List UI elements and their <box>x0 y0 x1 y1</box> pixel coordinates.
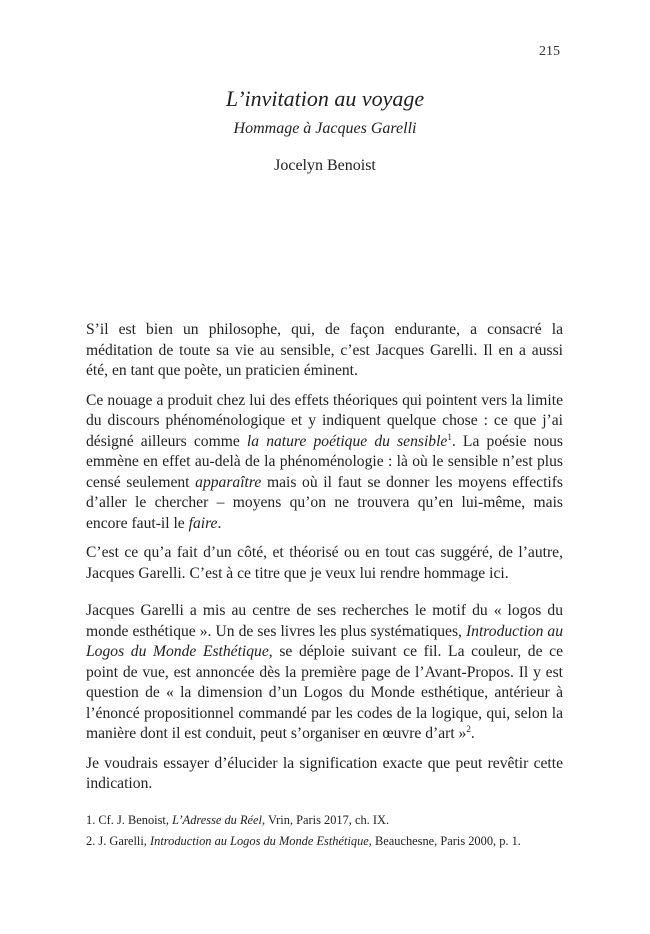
page-number: 215 <box>539 44 560 59</box>
paragraph-3: C’est ce qu’a fait d’un côté, et théorisé ou en tout cas suggéré, de l’autre, Jacques Garelli. C’est à ce titre que je veux lui rendre hommage ici. <box>86 544 563 582</box>
paragraph-4: Jacques Garelli a mis au centre de ses recherches le motif du « logos du monde esthétique ». Un de ses livres les plus systématiques, Introduction au Logos du Monde Esthétique, se déploie suivant ce fil. La couleur, de ce point de vue, est annoncée dès la première page de l’Avant-Propos. Il y est question de « la dimension d’un Logos du Monde esthétique, antérieur à l’énoncé propositionnel commandé par les codes de la logique, qui, selon la manière dont il est conduit, peut s’organiser en œuvre d’art »$^2$. <box>86 602 564 742</box>
paragraph-5: Je voudrais essayer d’élucider la signification exacte que peut revêtir cette indication. <box>86 754 563 792</box>
paragraph-1: S’il est bien un philosophe, qui, de façon endurante, a consacré la méditation de toute sa vie au sensible, c’est Jacques Garelli. Il en a aussi été, en tant que poète, un praticien éminent. <box>86 321 563 379</box>
article-subtitle: Hommage à Jacques Garelli <box>233 120 417 137</box>
paragraph-2: Ce nouage a produit chez lui des effets théoriques qui pointent vers la limite du discours phénoménologique et y indiquent quelque chose : ce que j’ai désigné ailleurs comme la nature poétique du sensible$^1$. La poésie nous emmène en effet au-delà de la phénoménologie : là où le sensible n’est plus censé seulement apparaître mais où il faut se donner les moyens effectifs d’aller le chercher – moyens qu’on ne trouvera qu’en lui-même, mais encore faut-il le faire. <box>86 391 563 532</box>
article-author: Jocelyn Benoist <box>274 157 376 174</box>
footnotes <box>86 810 563 852</box>
footnote-2: 2. J. Garelli, Introduction au Logos du Monde Esthétique, Beauchesne, Paris 2000, p. 1. <box>86 834 521 848</box>
emphasis-text: apparaître <box>195 473 262 491</box>
book-title: L’Adresse du Réel <box>172 813 262 827</box>
section-2 <box>86 601 563 804</box>
book-title: Introduction au Logos du Monde Esthétique <box>150 834 369 848</box>
emphasis-text: la nature poétique du sensible <box>246 432 448 450</box>
footnote-ref-1[interactable]: 1 <box>447 431 452 442</box>
book-title: Introduction au Logos du Monde Esthétique <box>86 622 564 660</box>
emphasis-text: faire <box>188 514 218 532</box>
footnote-ref-2[interactable]: 2 <box>466 723 471 734</box>
footnote-1: 1. Cf. J. Benoist, L’Adresse du Réel, Vrin, Paris 2017, ch. IX. <box>86 813 390 827</box>
section-1 <box>86 320 563 593</box>
article-title: L’invitation au voyage <box>225 86 425 111</box>
